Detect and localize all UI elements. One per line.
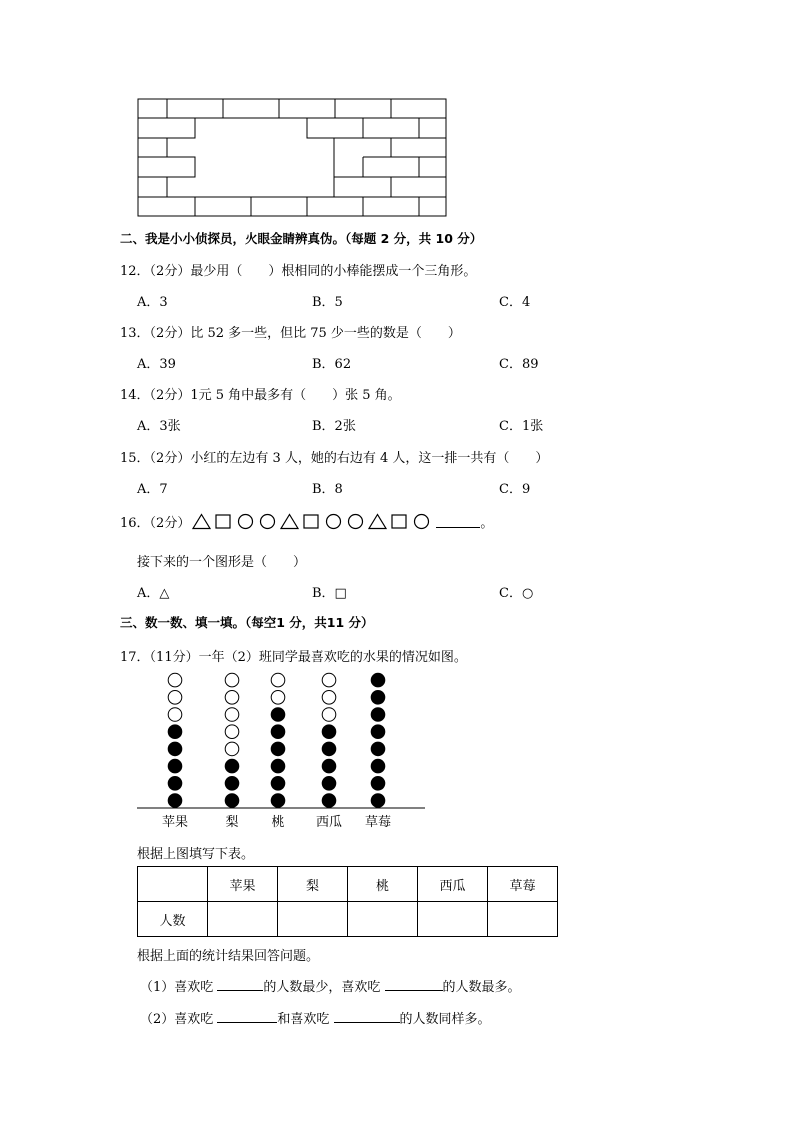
brick-wall-figure [137, 98, 449, 220]
q15-option-b[interactable]: B．8 [312, 482, 343, 497]
q16-option-a[interactable]: A．△ [137, 586, 170, 601]
filled-bead [322, 777, 336, 791]
circle-icon [412, 513, 431, 530]
answer-cell[interactable] [418, 902, 488, 937]
q12-option-a[interactable]: A．3 [137, 295, 168, 310]
empty-bead [225, 742, 239, 756]
filled-bead [168, 794, 182, 808]
table-header-cell [138, 867, 208, 902]
answer-intro: 根据上面的统计结果回答问题。 [137, 949, 320, 964]
sub1-text-c: 的人数最多。 [442, 980, 521, 995]
filled-bead [168, 742, 182, 756]
question-13-stem: 13．（2分）比 52 多一些，但比 75 少一些的数是（ ） [120, 326, 461, 341]
q16-answer-blank[interactable] [436, 515, 480, 528]
table-header-cell: 苹果 [208, 867, 278, 902]
table-row [138, 902, 558, 937]
triangle-icon [368, 513, 387, 530]
empty-bead [168, 708, 182, 722]
circle-icon [236, 513, 255, 530]
q15-option-c[interactable]: C．9 [499, 482, 531, 497]
empty-bead [271, 673, 285, 687]
section3-heading: 三、数一数、填一填。（每空1 分，共11 分） [120, 615, 374, 630]
table-header-cell: 草莓 [488, 867, 558, 902]
sub1-blank-2[interactable] [385, 978, 443, 991]
table-header-cell: 梨 [278, 867, 348, 902]
square-icon [302, 513, 321, 530]
filled-bead [168, 777, 182, 791]
empty-bead [322, 691, 336, 705]
filled-bead [168, 759, 182, 773]
q14-option-b[interactable]: B．2张 [312, 419, 356, 434]
sub2-text-a: （2）喜欢吃 [140, 1012, 218, 1027]
filled-bead [371, 777, 385, 791]
q13-option-b[interactable]: B．62 [312, 357, 352, 372]
circle-icon [258, 513, 277, 530]
filled-bead [271, 794, 285, 808]
filled-bead [322, 742, 336, 756]
sub1-text-b: 的人数最少，喜欢吃 [263, 980, 385, 995]
q16-suffix: 。 [480, 516, 494, 531]
empty-bead [322, 673, 336, 687]
square-icon [214, 513, 233, 530]
filled-bead [371, 708, 385, 722]
sub1-text-a: （1）喜欢吃 [140, 980, 218, 995]
triangle-icon [280, 513, 299, 530]
table-intro: 根据上图填写下表。 [137, 847, 255, 862]
fruit-count-table [137, 866, 558, 937]
sub2-text-c: 的人数同样多。 [399, 1012, 491, 1027]
filled-bead [225, 777, 239, 791]
q13-option-a[interactable]: A．39 [137, 357, 176, 372]
empty-bead [225, 673, 239, 687]
square-icon [390, 513, 409, 530]
q12-option-b[interactable]: B．5 [312, 295, 343, 310]
filled-bead [271, 742, 285, 756]
fruit-bead-chart [137, 670, 429, 835]
empty-bead [168, 673, 182, 687]
filled-bead [371, 673, 385, 687]
q14-option-c[interactable]: C．1张 [499, 419, 544, 434]
empty-bead [225, 708, 239, 722]
q12-option-c[interactable]: C．4 [499, 295, 531, 310]
filled-bead [271, 725, 285, 739]
sub1-blank-1[interactable] [217, 978, 263, 991]
filled-bead [371, 759, 385, 773]
sub-question-1 [140, 976, 521, 995]
filled-bead [225, 759, 239, 773]
q14-option-a[interactable]: A．3张 [137, 419, 181, 434]
row-label: 人数 [138, 902, 208, 937]
sub-question-2 [140, 1008, 491, 1027]
table-header-cell: 桃 [348, 867, 418, 902]
filled-bead [322, 725, 336, 739]
question-15-stem: 15．（2分）小红的左边有 3 人，她的右边有 4 人，这一排一共有（ ） [120, 451, 549, 466]
q15-option-a[interactable]: A．7 [137, 482, 168, 497]
filled-bead [271, 777, 285, 791]
question-14-stem: 14．（2分）1元 5 角中最多有（ ）张 5 角。 [120, 388, 401, 403]
question-12-stem: 12．（2分）最少用（ ）根相同的小棒能摆成一个三角形。 [120, 264, 477, 279]
question-17-stem: 17．（11分）一年（2）班同学最喜欢吃的水果的情况如图。 [120, 650, 467, 665]
empty-bead [225, 725, 239, 739]
sub2-blank-1[interactable] [217, 1010, 277, 1023]
circle-icon [346, 513, 365, 530]
q13-option-c[interactable]: C．89 [499, 357, 539, 372]
answer-cell[interactable] [488, 902, 558, 937]
filled-bead [371, 742, 385, 756]
filled-bead [271, 759, 285, 773]
q16-question: 接下来的一个图形是（ ） [137, 555, 307, 570]
q16-shape-sequence [192, 513, 434, 530]
circle-icon [324, 513, 343, 530]
filled-bead [322, 759, 336, 773]
answer-cell[interactable] [208, 902, 278, 937]
sub2-text-b: 和喜欢吃 [277, 1012, 334, 1027]
table-header-cell: 西瓜 [418, 867, 488, 902]
q16-option-c[interactable]: C．○ [499, 586, 534, 601]
category-label: 草莓 [364, 815, 392, 830]
empty-bead [322, 708, 336, 722]
section2-heading: 二、我是小小侦探员，火眼金睛辨真伪。（每题 2 分，共 10 分） [120, 231, 483, 246]
filled-bead [371, 725, 385, 739]
empty-bead [271, 691, 285, 705]
table-header-row [138, 867, 558, 902]
answer-cell[interactable] [278, 902, 348, 937]
filled-bead [168, 725, 182, 739]
filled-bead [271, 708, 285, 722]
filled-bead [225, 794, 239, 808]
q16-prefix: 16．（2分） [120, 516, 191, 531]
triangle-icon [192, 513, 211, 530]
q16-option-b[interactable]: B．□ [312, 586, 347, 601]
category-label: 苹果 [161, 815, 189, 830]
filled-bead [371, 794, 385, 808]
empty-bead [168, 691, 182, 705]
answer-cell[interactable] [348, 902, 418, 937]
filled-bead [322, 794, 336, 808]
filled-bead [371, 691, 385, 705]
empty-bead [225, 691, 239, 705]
category-label: 梨 [225, 815, 239, 830]
category-label: 桃 [271, 815, 285, 830]
question-16-stem [120, 512, 493, 531]
sub2-blank-2[interactable] [334, 1010, 400, 1023]
category-label: 西瓜 [315, 815, 343, 830]
